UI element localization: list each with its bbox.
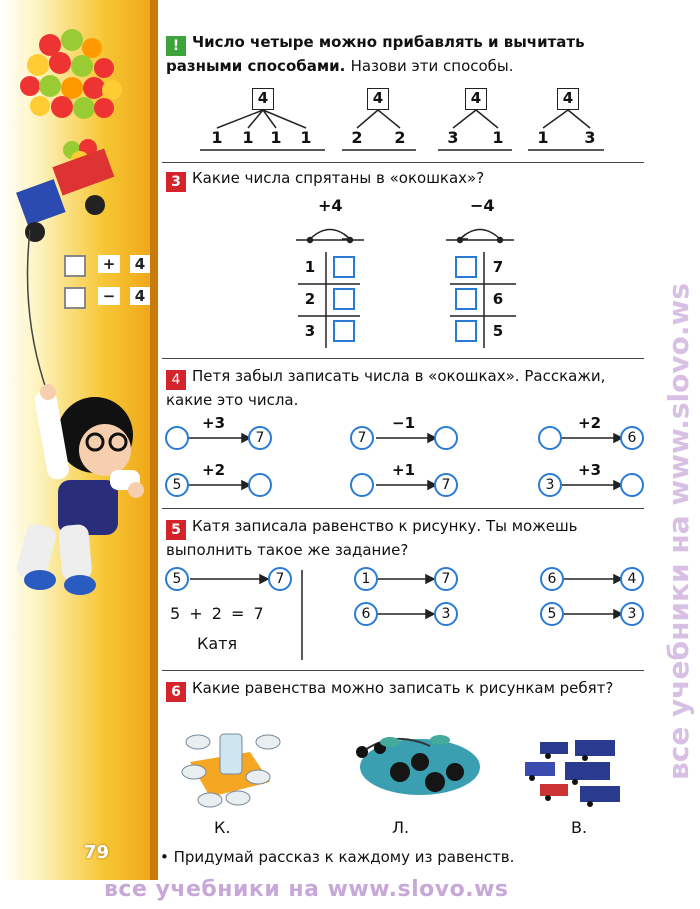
tree-part: 1 xyxy=(270,128,282,147)
op-label: +1 xyxy=(392,461,416,479)
tree-top: 4 xyxy=(252,88,274,110)
caption-v: В. xyxy=(571,818,588,837)
answer-circle[interactable] xyxy=(620,473,644,497)
task5-title xyxy=(166,516,646,561)
divider xyxy=(162,162,644,163)
task2-badge: ! xyxy=(166,36,186,56)
task3-left-label: +4 xyxy=(318,196,343,215)
number-circle: 7 xyxy=(268,567,292,591)
minus-sign: − xyxy=(98,287,120,305)
task6-title xyxy=(166,678,646,702)
number-circle: 7 xyxy=(434,473,458,497)
task3-right-row: 6 xyxy=(492,290,504,308)
boy-with-truck-illustration xyxy=(0,0,150,880)
page-number: 79 xyxy=(84,842,110,863)
number-circle: 3 xyxy=(434,602,458,626)
plus-value: 4 xyxy=(130,255,150,273)
op-label: +2 xyxy=(578,414,602,432)
tree-part: 1 xyxy=(300,128,312,147)
tree-part: 2 xyxy=(394,128,406,147)
cherries-icon xyxy=(356,735,480,795)
empty-box[interactable] xyxy=(64,255,86,277)
tea-set-icon xyxy=(182,734,280,807)
apples-icon xyxy=(20,29,122,119)
tree-part: 3 xyxy=(447,128,459,147)
tree-part: 1 xyxy=(211,128,223,147)
answer-window[interactable] xyxy=(333,288,355,310)
tree-top: 4 xyxy=(367,88,389,110)
number-circle: 4 xyxy=(620,567,644,591)
minus-value: 4 xyxy=(130,287,150,305)
task3-badge: 3 xyxy=(166,172,186,192)
tree-part: 3 xyxy=(584,128,596,147)
tree-part: 1 xyxy=(492,128,504,147)
sidebar-illustration xyxy=(0,0,150,880)
tree-part: 1 xyxy=(242,128,254,147)
bottom-note: • Придумай рассказ к каждому из равенств. xyxy=(160,848,515,866)
task3-title-text: Какие числа спрятаны в «окошках»? xyxy=(192,169,485,187)
divider xyxy=(162,358,644,359)
example-name: Катя xyxy=(197,634,238,653)
tree-top: 4 xyxy=(557,88,579,110)
number-circle: 5 xyxy=(165,473,189,497)
answer-circle[interactable] xyxy=(538,426,562,450)
task2-title-bold: Число четыре можно прибавлять и вычитать разными способами. xyxy=(166,33,585,75)
number-circle: 7 xyxy=(248,426,272,450)
task3-left-row: 1 xyxy=(304,258,316,276)
number-circle: 6 xyxy=(354,602,378,626)
number-circle: 5 xyxy=(540,602,564,626)
divider xyxy=(162,508,644,509)
task5-badge: 5 xyxy=(166,520,186,540)
op-label: +3 xyxy=(202,414,226,432)
number-circle: 6 xyxy=(540,567,564,591)
number-circle: 3 xyxy=(620,602,644,626)
vehicles-icon xyxy=(525,740,620,807)
task3-title xyxy=(166,168,646,192)
number-circle: 1 xyxy=(354,567,378,591)
task6-pictures xyxy=(180,722,650,812)
divider xyxy=(162,670,644,671)
answer-circle[interactable] xyxy=(248,473,272,497)
plus-sign: + xyxy=(98,255,120,273)
task4-title-text: Петя забыл записать числа в «окошках». Расскажи, какие это числа. xyxy=(166,367,606,409)
task3-right-label: −4 xyxy=(470,196,495,215)
answer-circle[interactable] xyxy=(165,426,189,450)
answer-window[interactable] xyxy=(333,256,355,278)
truck-icon xyxy=(16,139,114,242)
number-circle: 7 xyxy=(350,426,374,450)
tree-part: 1 xyxy=(537,128,549,147)
number-circle: 5 xyxy=(165,567,189,591)
task5-title-text: Катя записала равенство к рисунку. Ты можешь выполнить такое же задание? xyxy=(166,517,578,559)
task4-arrows xyxy=(160,420,650,500)
task3-right-row: 5 xyxy=(492,322,504,340)
tree-part: 2 xyxy=(351,128,363,147)
footer-watermark: все учебники на www.slovo.ws xyxy=(104,877,509,902)
answer-window[interactable] xyxy=(333,320,355,342)
number-circle: 7 xyxy=(434,567,458,591)
op-label: +3 xyxy=(578,461,602,479)
task6-title-text: Какие равенства можно записать к рисункам ребят? xyxy=(192,679,614,697)
task2-title-normal: Назови эти способы. xyxy=(350,57,514,75)
sidebar-edge xyxy=(150,0,158,880)
answer-circle[interactable] xyxy=(434,426,458,450)
task6-badge: 6 xyxy=(166,682,186,702)
op-label: −1 xyxy=(392,414,416,432)
task3-left-row: 3 xyxy=(304,322,316,340)
caption-k: К. xyxy=(214,818,231,837)
example-equation: 5 + 2 = 7 xyxy=(170,604,264,623)
answer-circle[interactable] xyxy=(350,473,374,497)
tree-top: 4 xyxy=(465,88,487,110)
task4-badge: 4 xyxy=(166,370,186,390)
number-circle: 3 xyxy=(538,473,562,497)
caption-l: Л. xyxy=(392,818,410,837)
task3-left-row: 2 xyxy=(304,290,316,308)
op-label: +2 xyxy=(202,461,226,479)
task3-right-row: 7 xyxy=(492,258,504,276)
number-circle: 6 xyxy=(620,426,644,450)
answer-window[interactable] xyxy=(455,288,477,310)
answer-window[interactable] xyxy=(455,320,477,342)
empty-box[interactable] xyxy=(64,287,86,309)
answer-window[interactable] xyxy=(455,256,477,278)
boy-icon xyxy=(15,384,144,595)
task4-title xyxy=(166,366,646,411)
task2-title xyxy=(166,32,646,77)
side-watermark xyxy=(662,120,695,780)
side-watermark-text: все учебники на www.slovo.ws xyxy=(662,283,695,780)
